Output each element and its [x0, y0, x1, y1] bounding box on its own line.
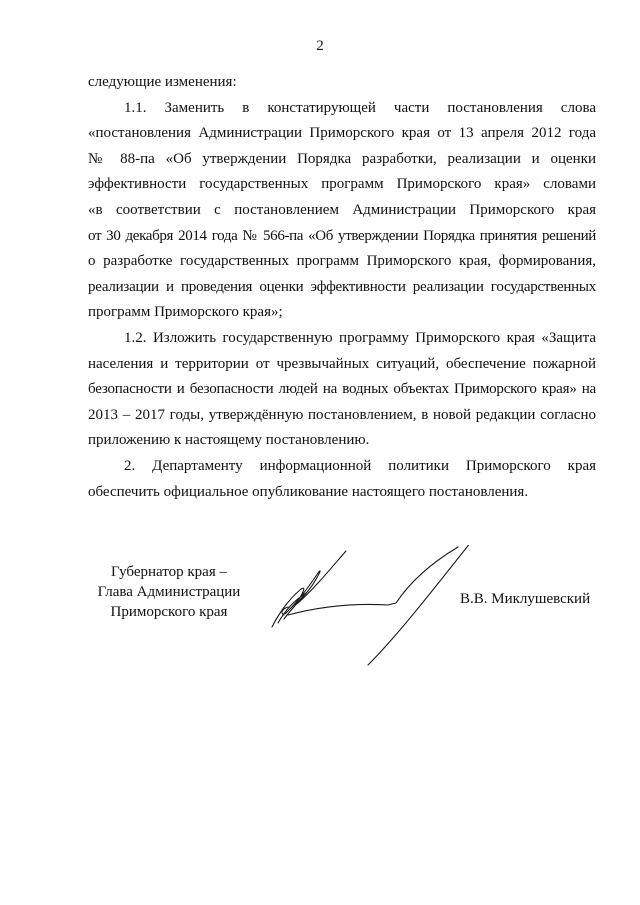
signer-title — [84, 562, 254, 622]
text-line: 1.2. Изложить государственную программу Приморского края «Защита — [124, 329, 596, 346]
signer-title-line: Глава Администрации — [97, 584, 241, 600]
text-line: 2. Департаменту информационной политики Приморского края — [124, 457, 596, 474]
text-line: от 30 декабря 2014 года № 566-па «Об утверждении Порядка принятия решений — [88, 227, 596, 244]
text-line: реализации и проведения оценки эффективности реализации государственных — [88, 278, 596, 295]
text-line: программ Приморского края»; — [88, 304, 283, 321]
page-number: 2 — [316, 38, 324, 54]
signer-title-line: Приморского края — [110, 604, 228, 620]
text-line: «в соответствии с постановлением Администрации Приморского края — [88, 201, 596, 218]
document-body — [88, 70, 596, 505]
signer-title-line: Губернатор края – — [111, 564, 227, 580]
text-line: приложению к настоящему постановлению. — [88, 432, 370, 449]
text-line: населения и территории от чрезвычайных ситуаций, обеспечение пожарной — [88, 355, 596, 372]
signer-name: В.В. Миклушевский — [460, 591, 591, 607]
text-line: о разработке государственных программ Приморского края, формирования, — [88, 253, 596, 270]
text-line: эффективности государственных программ Приморского края» словами — [88, 176, 596, 193]
text-line: следующие изменения: — [88, 74, 237, 90]
text-line: безопасности и безопасности людей на водных объектах Приморского края» на — [88, 381, 596, 398]
text-line: 2013 – 2017 годы, утверждённую постановлением, в новой редакции согласно — [88, 406, 596, 423]
text-line: обеспечить официальное опубликование настоящего постановления. — [88, 483, 529, 500]
text-line: «постановления Администрации Приморского края от 13 апреля 2012 года — [88, 125, 596, 142]
text-line: 1.1. Заменить в констатирующей части постановления слова — [124, 99, 596, 116]
text-line: № 88-па «Об утверждении Порядка разработки, реализации и оценки — [88, 150, 596, 167]
signature-block — [0, 545, 640, 675]
handwritten-signature — [258, 545, 498, 675]
